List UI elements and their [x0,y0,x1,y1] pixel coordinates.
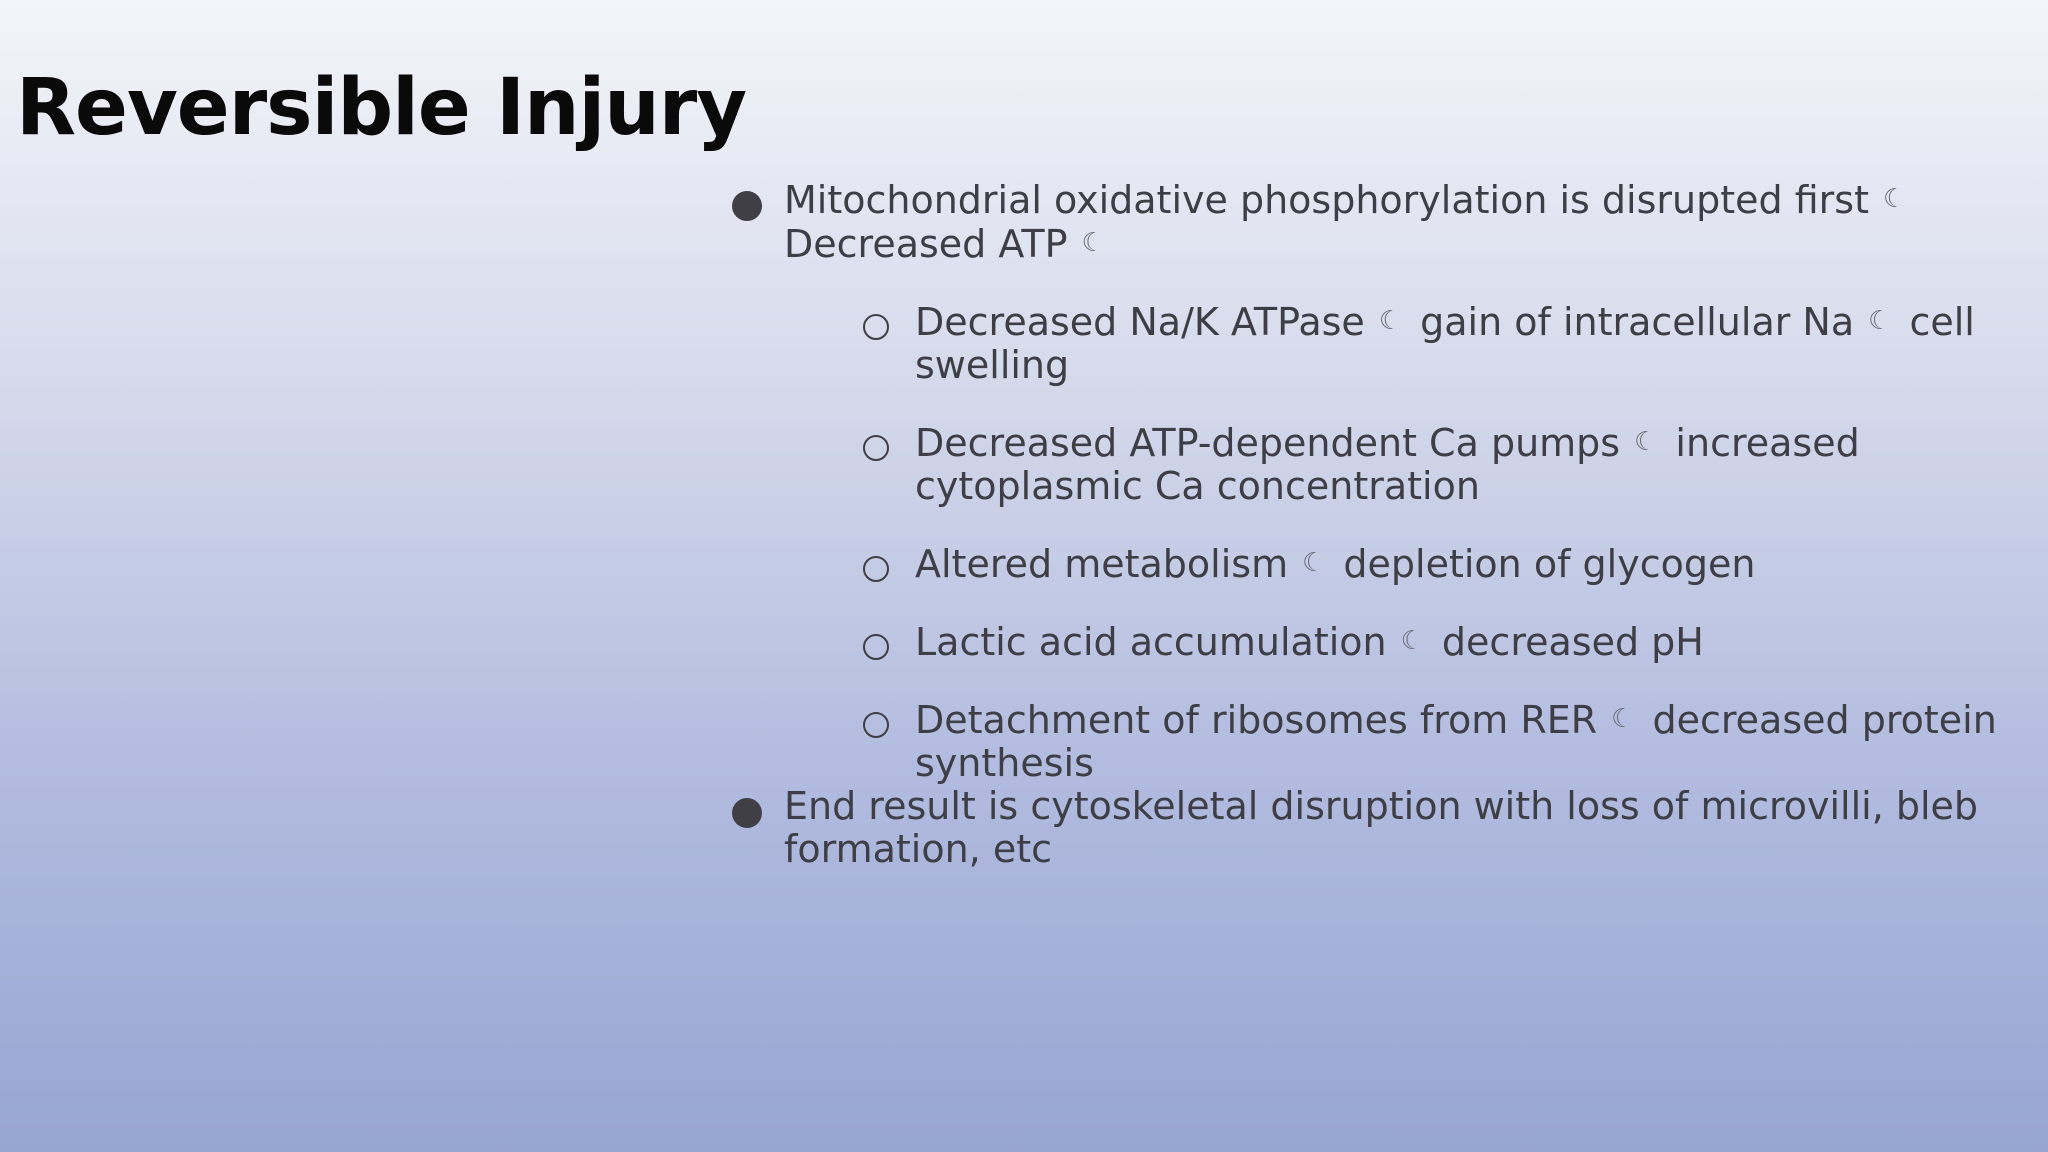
slide-title: Reversible Injury [16,63,747,153]
sub-bullet-item [861,698,2030,785]
sub-bullet-text: cell swelling [915,300,1975,387]
sub-bullet-text: decreased protein synthesis [915,698,1997,785]
sub-bullet-item [861,620,2030,664]
bullet-text: Mitochondrial oxidative phosphorylation is disrupted first [784,178,1869,222]
hollow-bullet-icon [863,634,889,660]
arrow-icon: ☾ [1081,228,1105,258]
arrow-icon: ☾ [1868,306,1892,336]
bullet-item [730,785,2030,871]
bullet-text: End result is cytoskeletal disruption with loss of microvilli, bleb formation, etc [784,784,1979,871]
sub-bullet-text: gain of intracellular Na [1420,300,1855,344]
sub-bullet-text: Decreased ATP-dependent Ca pumps [915,421,1621,465]
arrow-icon: ☾ [1634,427,1658,457]
slide-content [730,178,2030,871]
sub-bullet-item [861,421,2030,508]
hollow-bullet-icon [863,314,889,340]
hollow-bullet-icon [863,435,889,461]
hollow-bullet-icon [863,556,889,582]
sub-bullet-item [861,542,2030,586]
arrow-icon: ☾ [1400,626,1424,656]
sub-bullet-text: Altered metabolism [915,542,1289,586]
sub-bullet-list [784,300,2030,785]
bullet-item [730,178,2030,785]
sub-bullet-text: Detachment of ribosomes from RER [915,698,1598,742]
sub-bullet-text: Lactic acid accumulation [915,620,1387,664]
filled-bullet-icon [732,191,762,221]
hollow-bullet-icon [863,712,889,738]
arrow-icon: ☾ [1611,704,1635,734]
bullet-text: Decreased ATP [784,222,1068,266]
sub-bullet-text: decreased pH [1441,620,1704,664]
sub-bullet-item [861,300,2030,387]
arrow-icon: ☾ [1378,306,1403,336]
sub-bullet-text: increased cytoplasmic Ca concentration [915,421,1860,508]
filled-bullet-icon [732,798,762,828]
arrow-icon: ☾ [1882,184,1907,214]
sub-bullet-text: depletion of glycogen [1343,542,1756,586]
arrow-icon: ☾ [1302,548,1326,578]
sub-bullet-text: Decreased Na/K ATPase [915,300,1365,344]
